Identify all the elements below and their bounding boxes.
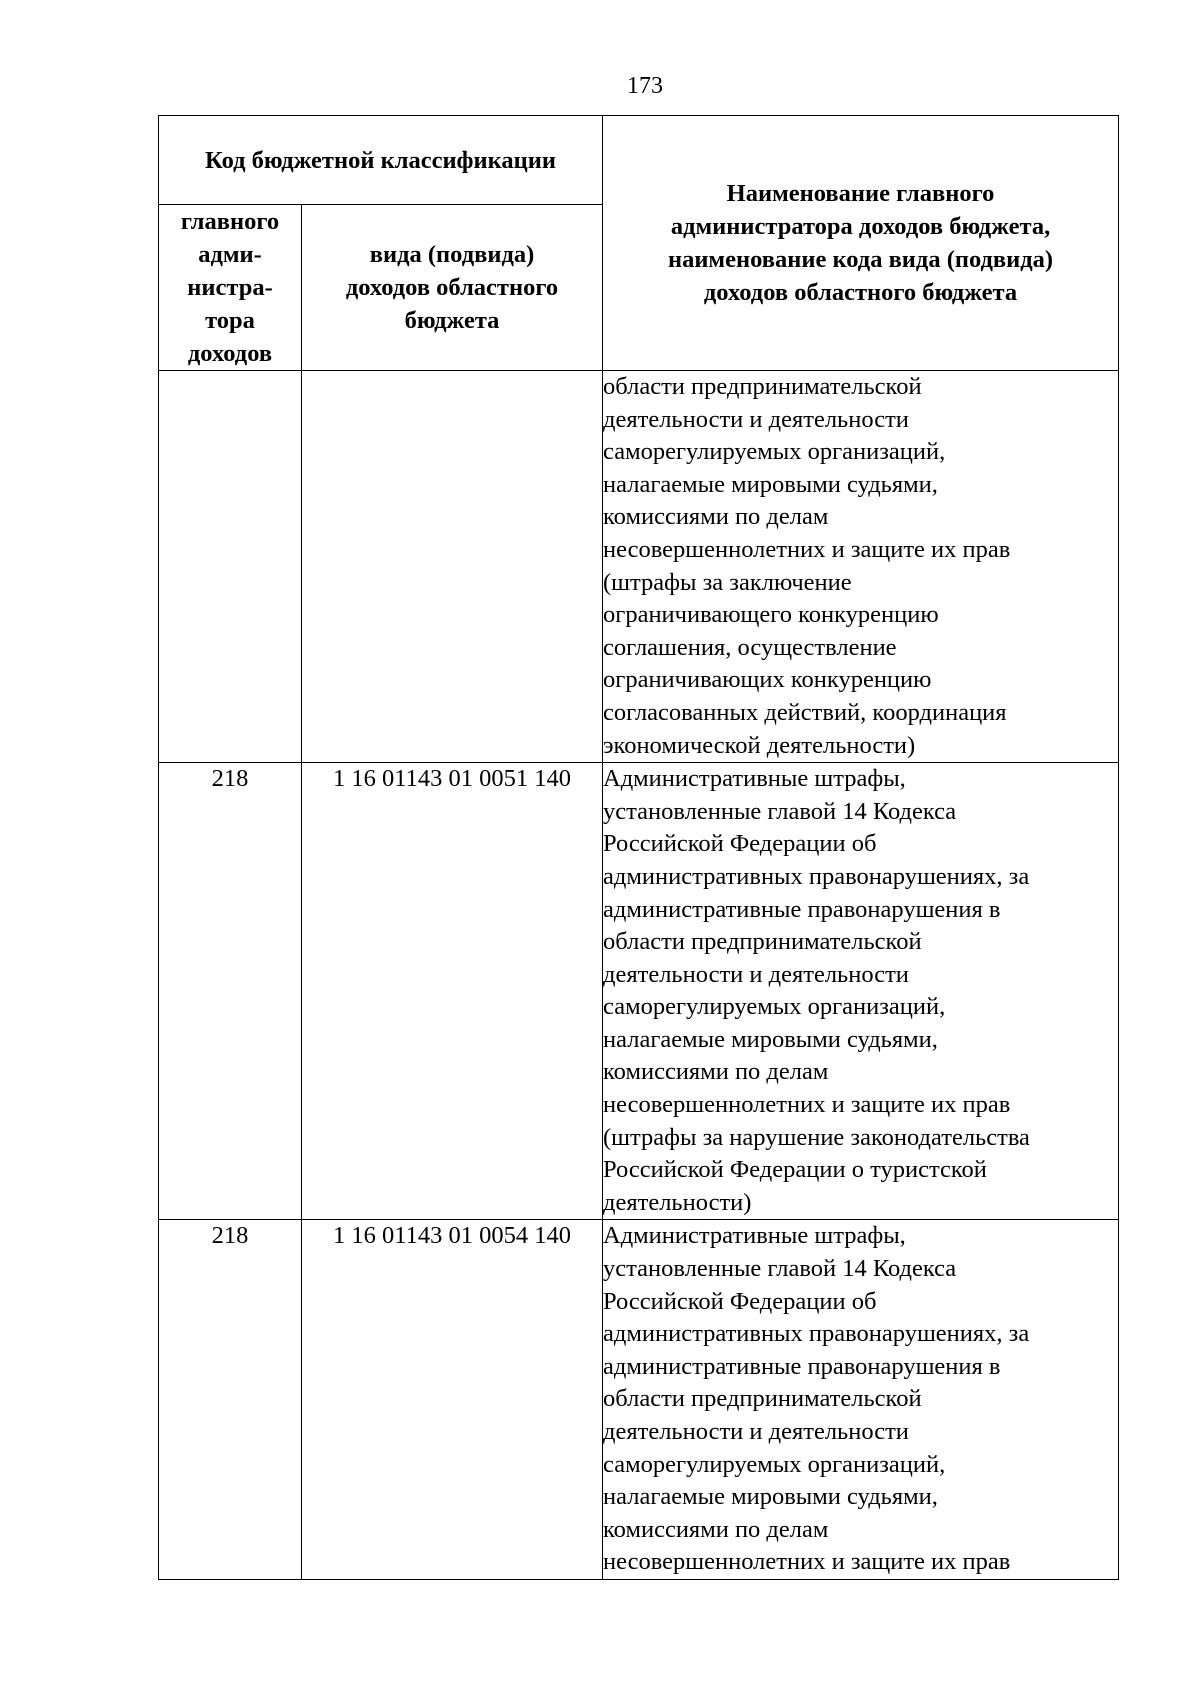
admin-code-cell	[159, 371, 302, 763]
income-name-line: несовершеннолетних и защите их прав	[603, 1548, 1011, 1576]
income-name-line: налагаемые мировыми судьями,	[603, 470, 938, 498]
income-code-cell	[302, 371, 603, 763]
income-name-line: соглашения, осуществление	[603, 633, 897, 661]
header-name-line: Наименование главного	[726, 180, 995, 207]
header-name-line: администратора доходов бюджета,	[670, 213, 1051, 240]
income-name-line: деятельности и деятельности	[603, 1418, 909, 1445]
income-name-line: саморегулируемых организаций,	[603, 993, 946, 1021]
income-name-line: Административные штрафы,	[603, 765, 906, 793]
income-name-line: налагаемые мировыми судьями,	[603, 1483, 938, 1511]
table-row	[159, 1220, 1119, 1580]
income-name-line: административные правонарушения в	[603, 895, 1001, 923]
income-name-line: несовершеннолетних и защите их прав	[603, 1091, 1011, 1119]
income-name-cell	[603, 1220, 1119, 1580]
header-name-line: доходов областного бюджета	[703, 279, 1018, 306]
income-name-line: области предпринимательской	[603, 1385, 922, 1413]
header-code-line: доходов областного	[345, 274, 559, 301]
income-name-line: Российской Федерации об	[603, 830, 877, 858]
income-name-line: согласованных действий, координация	[603, 698, 1007, 726]
income-name-line: (штрафы за нарушение законодательства	[603, 1123, 1030, 1151]
header-code-line: бюджета	[404, 307, 500, 334]
income-name-line: административные правонарушения в	[603, 1352, 1001, 1380]
income-name-line: административных правонарушениях, за	[603, 1320, 1030, 1348]
table-row	[159, 371, 1119, 763]
income-name-line: комиссиями по делам	[603, 1058, 829, 1086]
income-name-line: области предпринимательской	[603, 928, 922, 956]
income-name-line: комиссиями по делам	[603, 503, 829, 531]
income-name-line: области предпринимательской	[603, 373, 922, 400]
income-name-line: несовершеннолетних и защите их прав	[603, 535, 1011, 563]
income-name-line: установленные главой 14 Кодекса	[603, 1255, 957, 1283]
income-name-line: саморегулируемых организаций,	[603, 1450, 946, 1478]
income-name-line: ограничивающих конкуренцию	[603, 666, 932, 694]
header-code-line: вида (подвида)	[369, 241, 535, 268]
income-name-line: Российской Федерации об	[603, 1287, 877, 1315]
header-budget-classification-code: Код бюджетной классификации	[159, 116, 603, 205]
income-name-line: экономической деятельности)	[603, 731, 916, 759]
income-name-line: Российской Федерации о туристской	[603, 1156, 987, 1184]
header-admin-line: главного	[180, 208, 280, 235]
header-name-line: наименование кода вида (подвида)	[667, 246, 1054, 273]
income-name-line: Административные штрафы,	[603, 1222, 906, 1250]
header-income-type-code	[302, 205, 603, 371]
admin-code-cell: 218	[159, 763, 302, 1220]
budget-classification-table	[158, 115, 1119, 1580]
page-number: 173	[627, 73, 663, 99]
income-name-line: налагаемые мировыми судьями,	[603, 1025, 938, 1053]
income-name-line: установленные главой 14 Кодекса	[603, 797, 957, 825]
income-name-cell	[603, 763, 1119, 1220]
income-name-line: саморегулируемых организаций,	[603, 438, 946, 466]
income-name-line: деятельности и деятельности	[603, 405, 909, 433]
header-admin-line: тора	[205, 307, 255, 334]
income-code-cell: 1 16 01143 01 0054 140	[302, 1220, 603, 1580]
table-body	[159, 371, 1119, 1580]
admin-code-cell: 218	[159, 1220, 302, 1580]
header-administrator-name	[603, 116, 1119, 371]
header-admin-line: адми-	[198, 241, 262, 268]
income-name-line: деятельности)	[603, 1188, 752, 1216]
header-admin-line: доходов	[187, 340, 273, 367]
table-row	[159, 763, 1119, 1220]
income-name-line: комиссиями по делам	[603, 1515, 829, 1543]
income-name-line: ограничивающего конкуренцию	[603, 601, 939, 629]
header-admin-line: нистра-	[187, 274, 273, 301]
income-name-cell	[603, 371, 1119, 763]
income-name-line: административных правонарушениях, за	[603, 862, 1030, 890]
income-name-line: (штрафы за заключение	[603, 568, 852, 596]
header-main-administrator	[159, 205, 302, 371]
income-code-cell: 1 16 01143 01 0051 140	[302, 763, 603, 1220]
income-name-line: деятельности и деятельности	[603, 960, 909, 988]
